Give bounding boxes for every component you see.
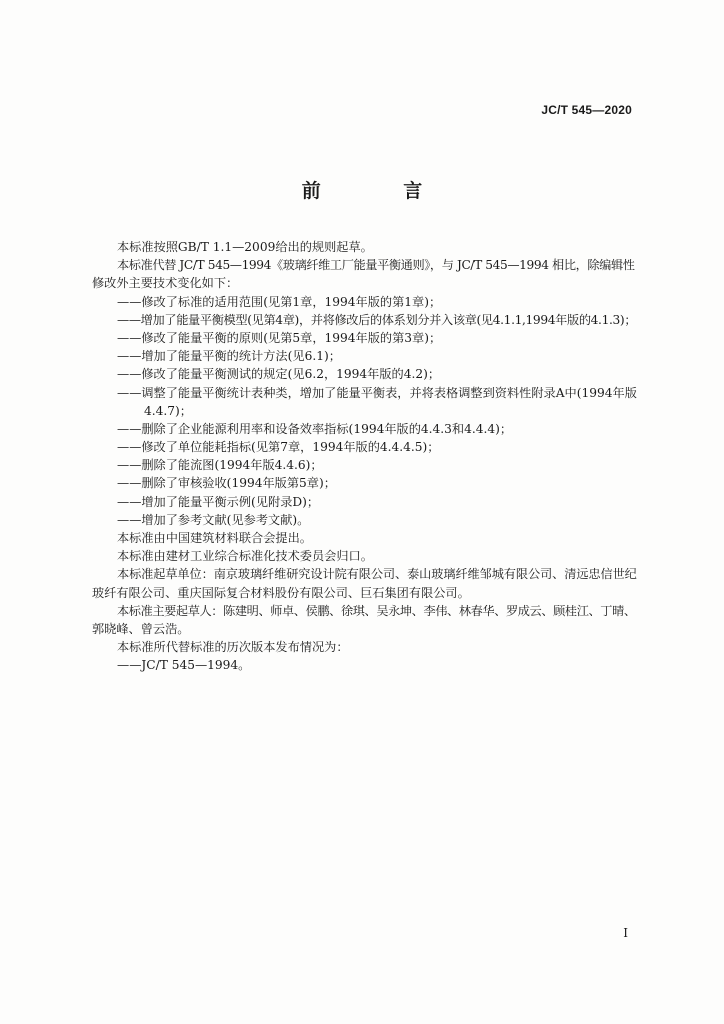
paragraph-drafters-line-1: 本标准主要起草人：陈建明、师卓、侯鹏、徐琪、吴永坤、李伟、林春华、罗成云、顾桂江、丁晴、 — [117, 603, 636, 618]
change-item-continuation: 4.4.7)； — [144, 403, 192, 418]
foreword-body — [92, 238, 637, 675]
change-item: ——删除了审核验收(1994年版第5章)； — [117, 476, 336, 491]
change-item: ——删除了能流图(1994年版4.4.6)； — [117, 458, 323, 473]
previous-version-item: ——JC/T 545—1994。 — [117, 658, 251, 673]
standard-code: JC/T 545—2020 — [541, 103, 632, 117]
paragraph-drafting-units-line-1: 本标准起草单位：南京玻璃纤维研究设计院有限公司、泰山玻璃纤维邹城有限公司、清远忠信世纪 — [117, 567, 637, 582]
change-item: ——修改了单位能耗指标(见第7章，1994年版的4.4.4.5)； — [117, 440, 440, 455]
paragraph-proposer: 本标准由中国建筑材料联合会提出。 — [117, 531, 312, 545]
paragraph-replaces-line-1: 本标准代替 JC/T 545—1994《玻璃纤维工厂能量平衡通则》，与 JC/T 545—1994 相比，除编辑性 — [117, 258, 635, 273]
paragraph-drafters-line-2: 郭晓峰、曾云浩。 — [92, 621, 190, 636]
change-item: ——调整了能量平衡统计表种类，增加了能量平衡表，并将表格调整到资料性附录A中(1994年版 — [117, 385, 637, 400]
paragraph-drafting-units-line-2: 玻纤有限公司、重庆国际复合材料股份有限公司、巨石集团有限公司。 — [92, 585, 470, 600]
change-item: ——修改了能量平衡测试的规定(见6.2，1994年版的4.2)； — [117, 367, 441, 382]
page-number: I — [623, 926, 628, 940]
paragraph-drafting-rules: 本标准按照GB/T 1.1—2009给出的规则起草。 — [117, 240, 373, 254]
change-item: ——修改了标准的适用范围(见第1章，1994年版的第1章)； — [117, 294, 442, 309]
change-item: ——增加了参考文献(见参考文献)。 — [117, 512, 310, 527]
paragraph-replaces-line-2: 修改外主要技术变化如下： — [92, 276, 239, 291]
change-item: ——删除了企业能源利用率和设备效率指标(1994年版的4.4.3和4.4.4)； — [117, 421, 513, 436]
paragraph-previous-versions: 本标准所代替标准的历次版本发布情况为： — [117, 640, 349, 655]
page-title: 前 言 — [301, 180, 461, 202]
paragraph-committee: 本标准由建材工业综合标准化技术委员会归口。 — [117, 549, 373, 564]
change-item: ——增加了能量平衡示例(见附录D)； — [117, 494, 320, 509]
change-item: ——增加了能量平衡的统计方法(见6.1)； — [117, 349, 341, 364]
change-item: ——增加了能量平衡模型(见第4章)，并将修改后的体系划分并入该章(见4.1.1,1994年版的4.1.3)； — [117, 312, 637, 327]
change-item: ——修改了能量平衡的原则(见第5章，1994年版的第3章)； — [117, 330, 442, 345]
